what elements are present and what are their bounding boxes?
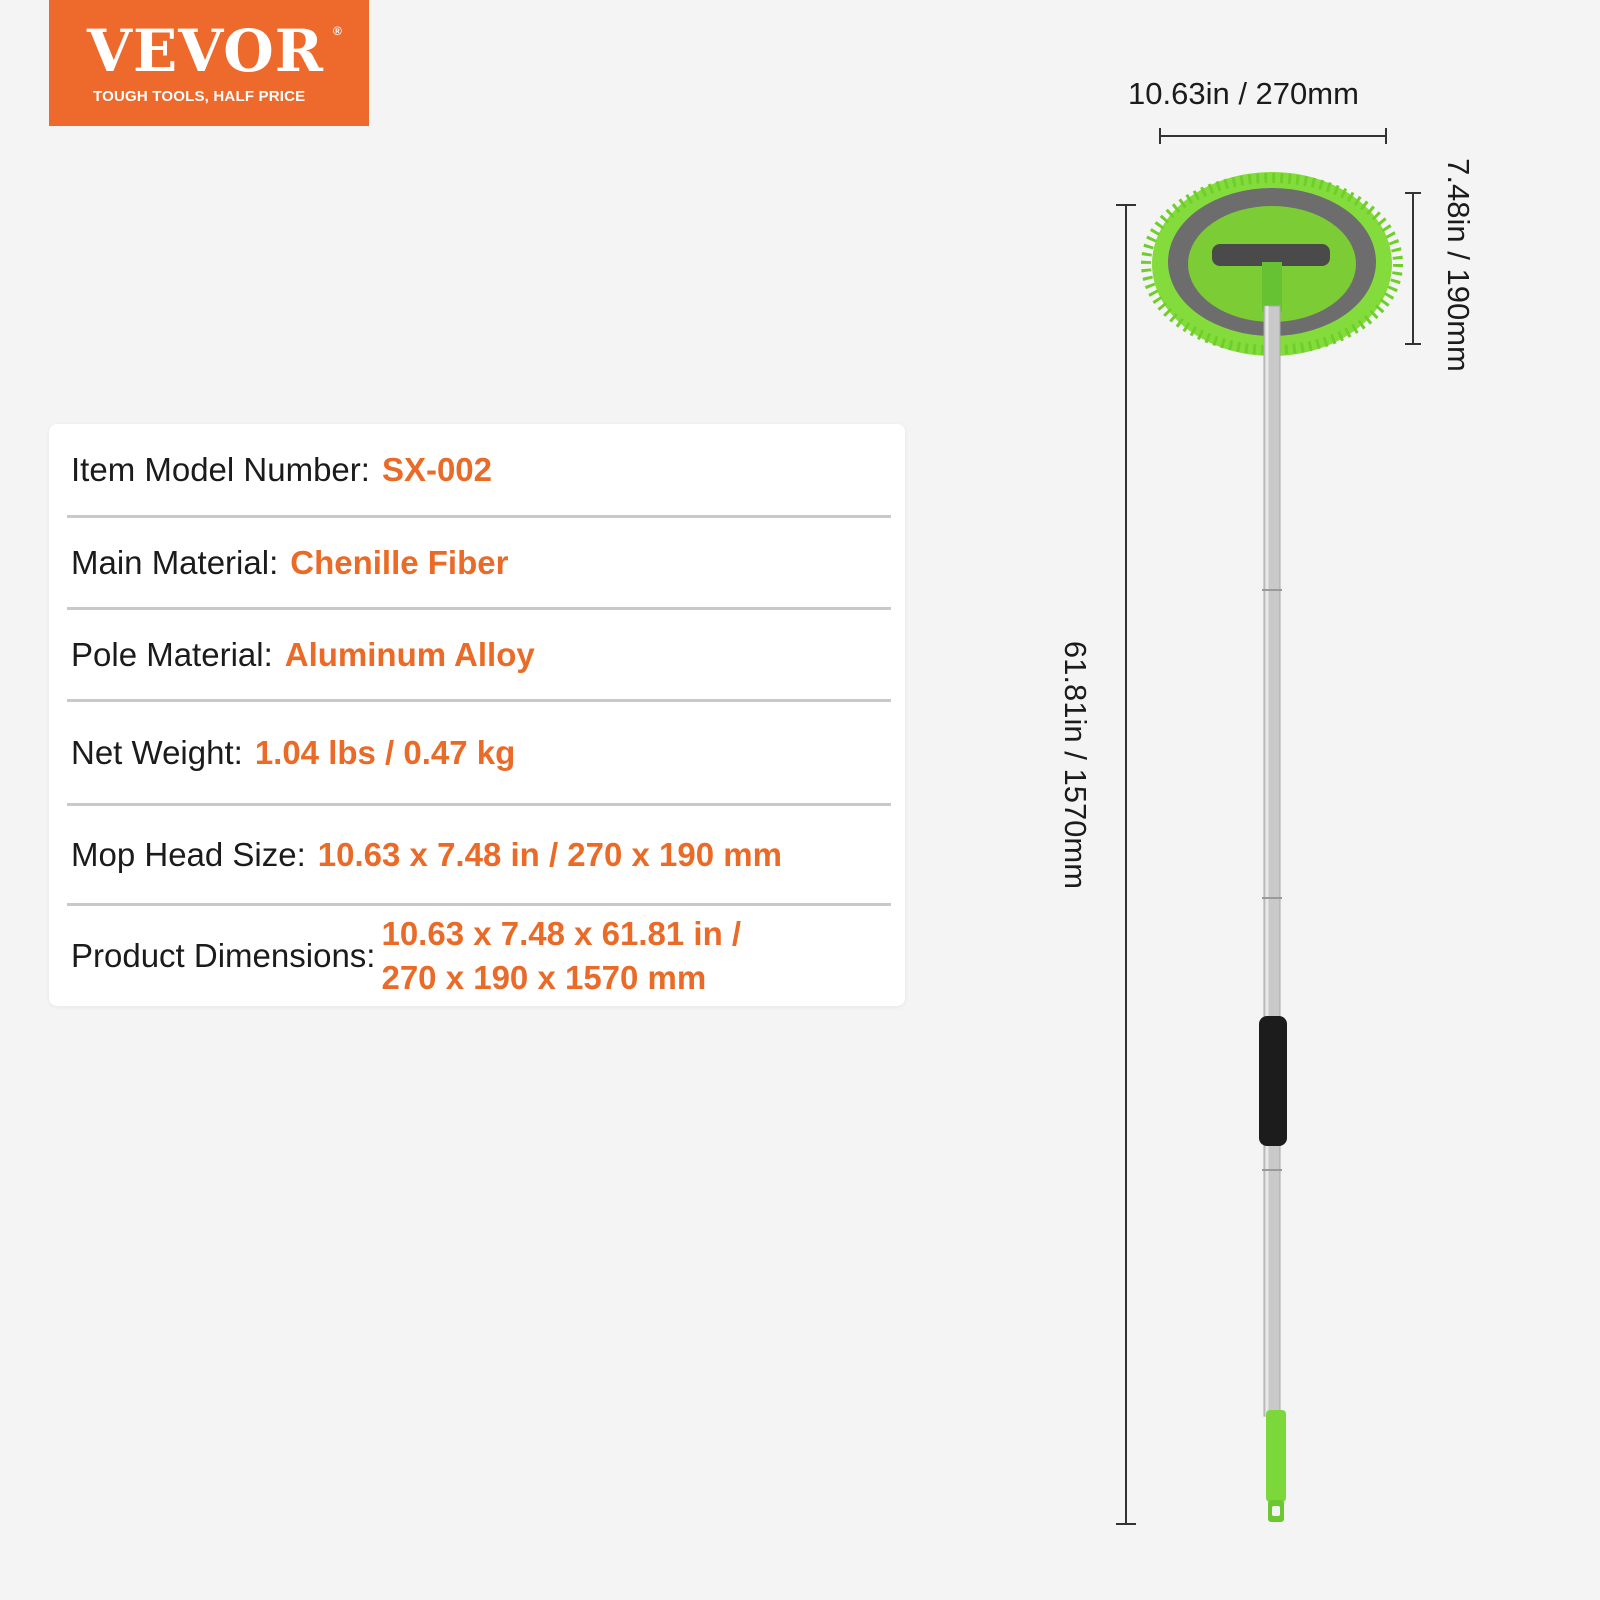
spec-value: Aluminum Alloy <box>284 635 535 673</box>
spec-label: Item Model Number: <box>71 450 370 488</box>
spec-label: Pole Material: <box>71 635 273 673</box>
pole-end-cap <box>1266 1410 1286 1522</box>
spec-label: Product Dimensions: <box>71 937 376 974</box>
spec-label: Net Weight: <box>71 733 243 771</box>
telescopic-pole <box>1262 306 1282 1416</box>
spec-value: 10.63 x 7.48 in / 270 x 190 mm <box>317 835 782 873</box>
spec-value-line-1: 10.63 x 7.48 x 61.81 in / <box>381 915 742 952</box>
spec-value: Chenille Fiber <box>290 543 509 581</box>
registered-mark: ® <box>333 24 342 38</box>
head-width-label: 10.63in / 270mm <box>1128 76 1359 111</box>
total-length-label: 61.81in / 1570mm <box>1058 640 1093 890</box>
spec-value: SX-002 <box>381 450 493 488</box>
head-height-dimension-line <box>1405 193 1421 344</box>
spec-label: Mop Head Size: <box>71 835 306 873</box>
width-dimension-line <box>1160 128 1386 144</box>
logo-tagline: TOUGH TOOLS, HALF PRICE <box>93 88 306 105</box>
logo-wordmark: VEVOR <box>87 17 324 85</box>
total-length-dimension-line <box>1116 205 1136 1524</box>
foam-grip <box>1259 1016 1287 1146</box>
spec-value-line-2: 270 x 190 x 1570 mm <box>381 959 707 996</box>
spec-value: 1.04 lbs / 0.47 kg <box>254 733 516 771</box>
head-height-label: 7.48in / 190mm <box>1441 158 1476 372</box>
spec-label: Main Material: <box>71 543 279 581</box>
